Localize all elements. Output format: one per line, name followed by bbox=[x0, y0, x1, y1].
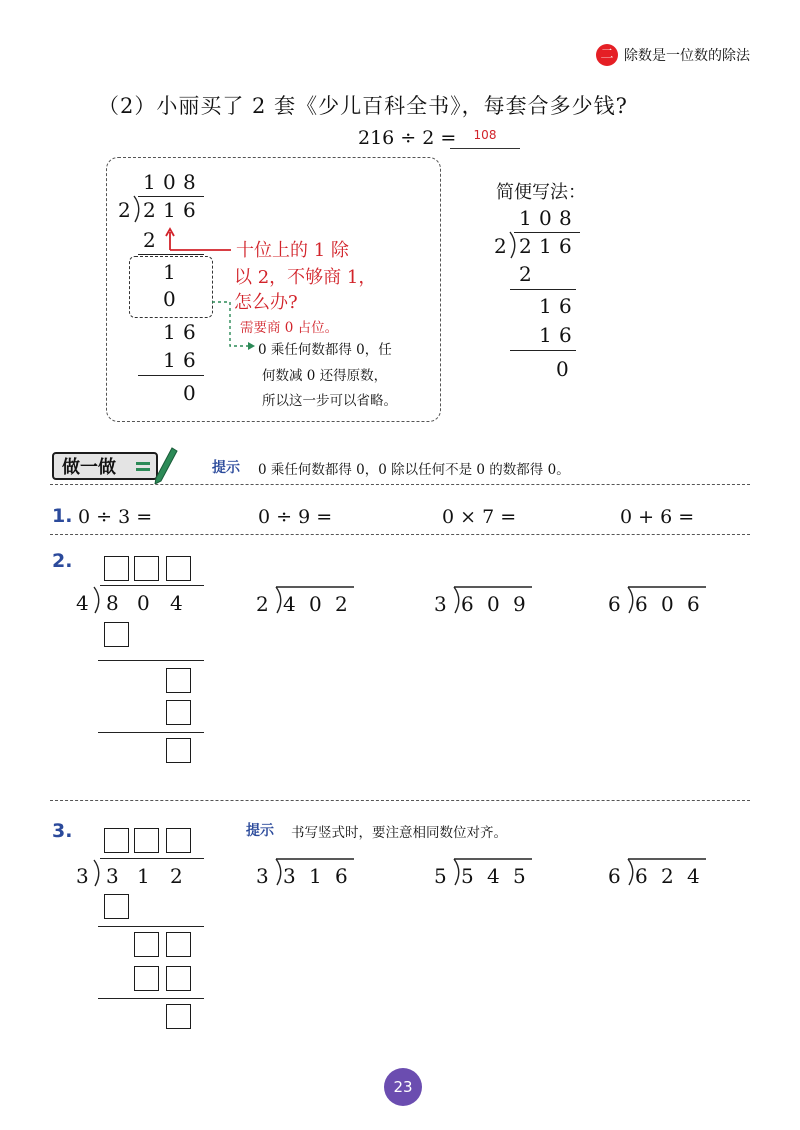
question-number: 3. bbox=[52, 820, 73, 842]
step-line bbox=[98, 660, 204, 661]
dividend-digit: 1 bbox=[309, 864, 322, 888]
divisor: 3 bbox=[76, 864, 89, 888]
quotient-digit: 1 bbox=[519, 206, 532, 230]
step-digit: 6 bbox=[183, 348, 196, 372]
answer-box[interactable] bbox=[166, 966, 191, 991]
step-digit: 6 bbox=[559, 323, 572, 347]
answer-box[interactable] bbox=[166, 932, 191, 957]
quotient-digit: 8 bbox=[559, 206, 572, 230]
note-answer: 需要商 0 占位。 bbox=[240, 320, 339, 336]
divisor: 6 bbox=[608, 864, 621, 888]
dividend-digit: 4 bbox=[487, 864, 500, 888]
dividend-digit: 9 bbox=[513, 592, 526, 616]
dividend-digit: 6 bbox=[335, 864, 348, 888]
divisor: 6 bbox=[608, 592, 621, 616]
calc-item: 0 + 6 = bbox=[620, 506, 695, 528]
division-bar bbox=[514, 232, 580, 233]
answer-box[interactable] bbox=[104, 828, 129, 853]
dividend-digit: 5 bbox=[461, 864, 474, 888]
step-line bbox=[98, 998, 204, 999]
answer-box[interactable] bbox=[166, 828, 191, 853]
dividend-digit: 0 bbox=[487, 592, 500, 616]
question-number: 1. bbox=[52, 505, 73, 527]
dividend-digit: 6 bbox=[461, 592, 474, 616]
explain-line: 何数减 0 还得原数， bbox=[262, 368, 388, 384]
step-digit: 1 bbox=[163, 320, 176, 344]
dividend-digit: 6 bbox=[183, 198, 196, 222]
dividend-digit: 4 bbox=[170, 591, 183, 615]
step-digit: 2 bbox=[519, 262, 532, 286]
answer-line bbox=[450, 148, 520, 149]
division-bracket bbox=[92, 858, 104, 888]
dividend-digit: 3 bbox=[106, 864, 119, 888]
step-line bbox=[98, 926, 204, 927]
division-bar bbox=[100, 858, 204, 859]
tip-label: 提示 bbox=[246, 823, 274, 839]
divisor: 3 bbox=[434, 592, 447, 616]
remainder-digit: 0 bbox=[556, 357, 569, 381]
answer-box[interactable] bbox=[134, 556, 159, 581]
answer-box[interactable] bbox=[104, 622, 129, 647]
quotient-digit: 1 bbox=[143, 170, 156, 194]
quotient-digit: 0 bbox=[163, 170, 176, 194]
step-digit: 6 bbox=[559, 294, 572, 318]
remainder-digit: 0 bbox=[183, 381, 196, 405]
answer-box[interactable] bbox=[166, 700, 191, 725]
dashed-arrow bbox=[210, 300, 260, 350]
quotient-digit: 8 bbox=[183, 170, 196, 194]
step-digit: 6 bbox=[183, 320, 196, 344]
step-digit: 1 bbox=[539, 323, 552, 347]
divisor: 2 bbox=[494, 234, 507, 258]
dividend-digit: 4 bbox=[283, 592, 296, 616]
dividend-digit: 1 bbox=[539, 234, 552, 258]
answer-box[interactable] bbox=[104, 894, 129, 919]
answer-box[interactable] bbox=[166, 668, 191, 693]
pencil-icon bbox=[130, 442, 178, 484]
dividend-digit: 6 bbox=[635, 592, 648, 616]
dividend-digit: 3 bbox=[283, 864, 296, 888]
note-line: 以 2，不够商 1， bbox=[234, 267, 377, 288]
boxed-digit: 0 bbox=[163, 287, 176, 311]
division-bracket bbox=[92, 585, 104, 615]
divisor: 2 bbox=[256, 592, 269, 616]
dividend-digit: 2 bbox=[335, 592, 348, 616]
dividend-digit: 0 bbox=[309, 592, 322, 616]
dividend-digit: 6 bbox=[559, 234, 572, 258]
answer-box[interactable] bbox=[166, 738, 191, 763]
dividend-digit: 2 bbox=[519, 234, 532, 258]
step-digit: 2 bbox=[143, 228, 156, 252]
note-line: 十位上的 1 除 bbox=[236, 240, 349, 261]
section-divider bbox=[50, 484, 750, 485]
dividend-digit: 1 bbox=[137, 864, 150, 888]
step-digit: 1 bbox=[163, 348, 176, 372]
divisor: 3 bbox=[256, 864, 269, 888]
answer-box[interactable] bbox=[134, 932, 159, 957]
divisor: 2 bbox=[118, 198, 131, 222]
step-digit: 1 bbox=[539, 294, 552, 318]
answer-box[interactable] bbox=[166, 556, 191, 581]
answer-value: 108 bbox=[473, 128, 497, 142]
practice-label: 做一做 bbox=[52, 452, 158, 480]
chapter-title: 除数是一位数的除法 bbox=[624, 48, 750, 64]
short-form-title: 简便写法： bbox=[496, 182, 586, 203]
question-number: 2. bbox=[52, 550, 73, 572]
division-bar bbox=[100, 585, 204, 586]
divisor: 4 bbox=[76, 591, 89, 615]
tip-text: 0 乘任何数都得 0，0 除以任何不是 0 的数都得 0。 bbox=[258, 462, 570, 478]
section-divider bbox=[50, 534, 750, 535]
answer-box[interactable] bbox=[166, 1004, 191, 1029]
tip-label: 提示 bbox=[212, 460, 240, 476]
step-line bbox=[138, 375, 204, 376]
step-line bbox=[138, 254, 204, 255]
dividend-digit: 1 bbox=[163, 198, 176, 222]
red-arrow bbox=[165, 226, 235, 254]
note-line: 怎么办? bbox=[234, 292, 298, 313]
dividend-digit: 6 bbox=[687, 592, 700, 616]
problem-text: （2）小丽买了 2 套《少儿百科全书》，每套合多少钱? bbox=[98, 94, 628, 118]
answer-box[interactable] bbox=[134, 966, 159, 991]
dividend-digit: 6 bbox=[635, 864, 648, 888]
equation: 216 ÷ 2 = bbox=[358, 127, 457, 149]
quotient-digit: 0 bbox=[539, 206, 552, 230]
division-bar bbox=[138, 196, 204, 197]
dividend-digit: 2 bbox=[143, 198, 156, 222]
page-number: 23 bbox=[384, 1068, 422, 1106]
answer-box[interactable] bbox=[134, 828, 159, 853]
step-line bbox=[510, 350, 576, 351]
dividend-digit: 2 bbox=[661, 864, 674, 888]
calc-item: 0 × 7 = bbox=[442, 506, 517, 528]
dividend-digit: 4 bbox=[687, 864, 700, 888]
dividend-digit: 2 bbox=[170, 864, 183, 888]
calc-item: 0 ÷ 3 = bbox=[78, 506, 153, 528]
tip-text: 书写竖式时，要注意相同数位对齐。 bbox=[291, 825, 507, 841]
calc-item: 0 ÷ 9 = bbox=[258, 506, 333, 528]
dividend-digit: 5 bbox=[513, 864, 526, 888]
boxed-digit: 1 bbox=[163, 260, 176, 284]
explain-line: 所以这一步可以省略。 bbox=[262, 393, 397, 409]
step-line bbox=[510, 289, 576, 290]
dividend-digit: 0 bbox=[137, 591, 150, 615]
dividend-digit: 8 bbox=[106, 591, 119, 615]
chapter-badge: 二 bbox=[596, 44, 618, 66]
divisor: 5 bbox=[434, 864, 447, 888]
section-divider bbox=[50, 800, 750, 801]
explain-line: 0 乘任何数都得 0，任 bbox=[258, 342, 392, 358]
dividend-digit: 0 bbox=[661, 592, 674, 616]
answer-box[interactable] bbox=[104, 556, 129, 581]
step-line bbox=[98, 732, 204, 733]
